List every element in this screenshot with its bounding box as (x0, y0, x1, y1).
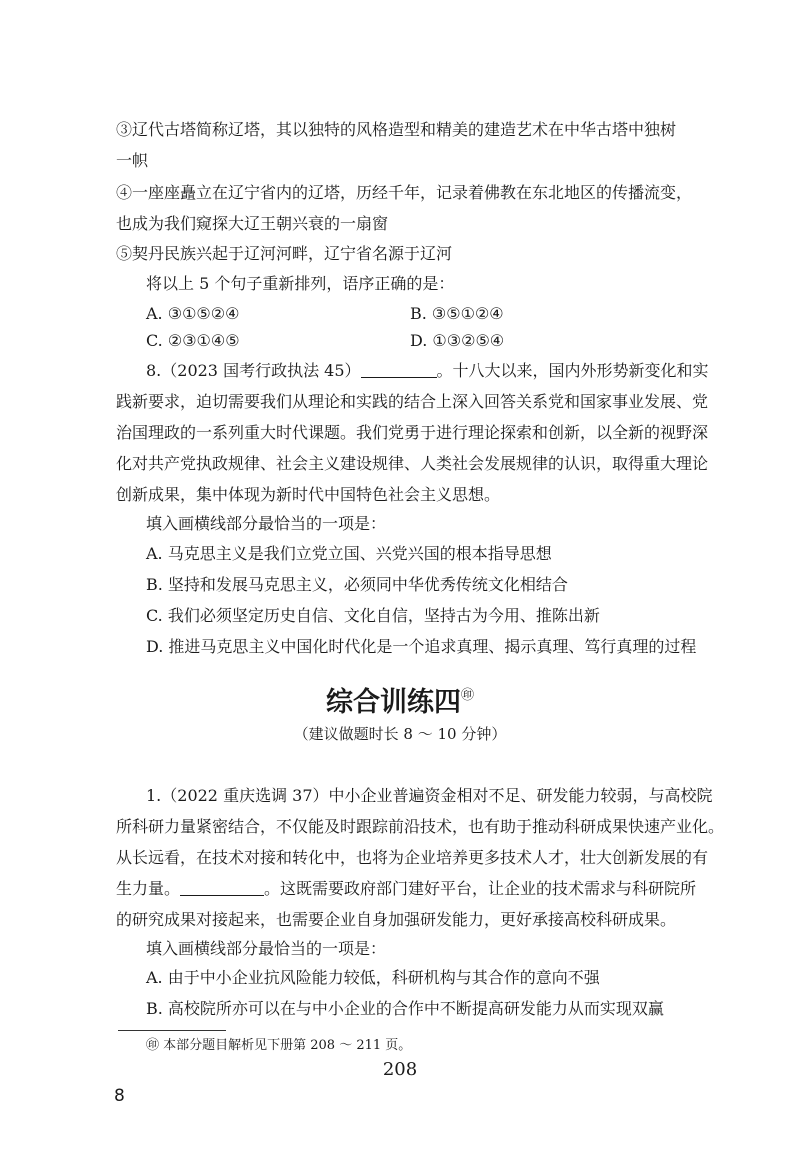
q8-prompt-text: 填入画横线部分最恰当的一项是： (146, 514, 387, 533)
q7-s3-line1: ③辽代古塔简称辽塔，其以独特的风格造型和精美的建造艺术在中华古塔中独树 (116, 120, 677, 139)
q1-line4-pre: 生力量。 (116, 879, 181, 898)
corner-mark: 8 (114, 1086, 125, 1106)
q8-line1 (116, 355, 716, 386)
q1-line5: 的研究成果对接起来，也需要企业自身加强研发能力，更好承接高校科研成果。 (116, 910, 677, 929)
q7-s4-line1: ④一座座矗立在辽宁省内的辽塔，历经千年，记录着佛教在东北地区的传播流变， (116, 183, 693, 202)
q8-line3: 治国理政的一系列重大时代课题。我们党勇于进行理论探索和创新，以全新的视野深 (116, 423, 709, 442)
q1-stem (116, 780, 725, 935)
section-subtitle: （建议做题时长 8 ～ 10 分钟） (293, 725, 507, 743)
q8-line1-rest: 。十八大以来，国内外形势新变化和实 (436, 361, 709, 380)
q1-line4-post: 。这既需要政府部门建好平台，让企业的技术需求与科研院所 (264, 879, 697, 898)
q7-options-row-2 (146, 325, 706, 356)
q1-option-a[interactable]: A. 由于中小企业抗风险能力较低，科研机构与其合作的意向不强 (146, 968, 600, 987)
q7-prompt (146, 268, 746, 299)
q1-prompt-text: 填入画横线部分最恰当的一项是： (146, 939, 387, 958)
q8-prefix: 8.（2023 国考行政执法 45） (146, 361, 361, 380)
page-number: 208 (382, 1059, 418, 1080)
q8-blank[interactable] (361, 361, 437, 378)
q7-sentence-4 (116, 177, 716, 239)
q1-options (146, 962, 746, 1024)
q1-line3: 从长远看，在技术对接和转化中，也将为企业培养更多技术人才，壮大创新发展的有 (116, 848, 709, 867)
q8-option-d[interactable]: D. 推进马克思主义中国化时代化是一个追求真理、揭示真理、笃行真理的过程 (146, 637, 697, 656)
footnote: ㊞ 本部分题目解析见下册第 208 ～ 211 页。 (146, 1038, 412, 1053)
q7-prompt-text: 将以上 5 个句子重新排列，语序正确的是： (146, 274, 455, 293)
section-title-text: 综合训练四 (325, 687, 461, 718)
q1-prompt (146, 933, 746, 964)
footnote-divider (118, 1030, 226, 1031)
q1-blank[interactable] (180, 879, 264, 896)
q1-line4 (116, 873, 716, 904)
q7-sentence-3 (116, 114, 716, 176)
q8-line2: 践新要求，迫切需要我们从理论和实践的结合上深入回答关系党和国家事业发展、党 (116, 392, 709, 411)
q8-stem (116, 355, 716, 510)
q8-options (146, 538, 746, 662)
q7-option-d[interactable]: D. ①③②⑤④ (410, 331, 505, 350)
q8-line4: 化对共产党执政规律、社会主义建设规律、人类社会发展规律的认识，取得重大理论 (116, 454, 709, 473)
q7-s5-text: ⑤契丹民族兴起于辽河河畔，辽宁省名源于辽河 (116, 244, 453, 263)
q7-s3-line2: 一帜 (116, 151, 149, 170)
q7-option-a[interactable]: A. ③①⑤②④ (146, 304, 240, 323)
q7-option-b[interactable]: B. ③⑤①②④ (410, 304, 504, 323)
q1-line1 (116, 780, 716, 811)
q7-sentence-5 (116, 238, 716, 269)
section-title (0, 676, 800, 723)
q8-line5: 创新成果，集中体现为新时代中国特色社会主义思想。 (116, 485, 501, 504)
q1-line1-rest: 中小企业普遍资金相对不足、研发能力较弱，与高校院 (328, 786, 713, 805)
q7-s4-line2: 也成为我们窥探大辽王朝兴衰的一扇窗 (116, 214, 389, 233)
q8-option-a[interactable]: A. 马克思主义是我们立党立国、兴党兴国的根本指导思想 (146, 544, 552, 563)
q1-option-b[interactable]: B. 高校院所亦可以在与中小企业的合作中不断提高研发能力从而实现双赢 (146, 999, 664, 1018)
q8-option-c[interactable]: C. 我们必须坚定历史自信、文化自信，坚持古为今用、推陈出新 (146, 606, 600, 625)
q1-line2: 所科研力量紧密结合，不仅能及时跟踪前沿技术，也有助于推动科研成果快速产业化。 (116, 817, 725, 836)
q8-prompt (146, 508, 746, 539)
q1-prefix: 1.（2022 重庆选调 37） (146, 786, 329, 805)
footnote-mark-icon: ㊞ (460, 688, 474, 703)
q7-option-c[interactable]: C. ②③①④⑤ (146, 331, 240, 350)
q8-option-b[interactable]: B. 坚持和发展马克思主义，必须同中华优秀传统文化相结合 (146, 575, 568, 594)
